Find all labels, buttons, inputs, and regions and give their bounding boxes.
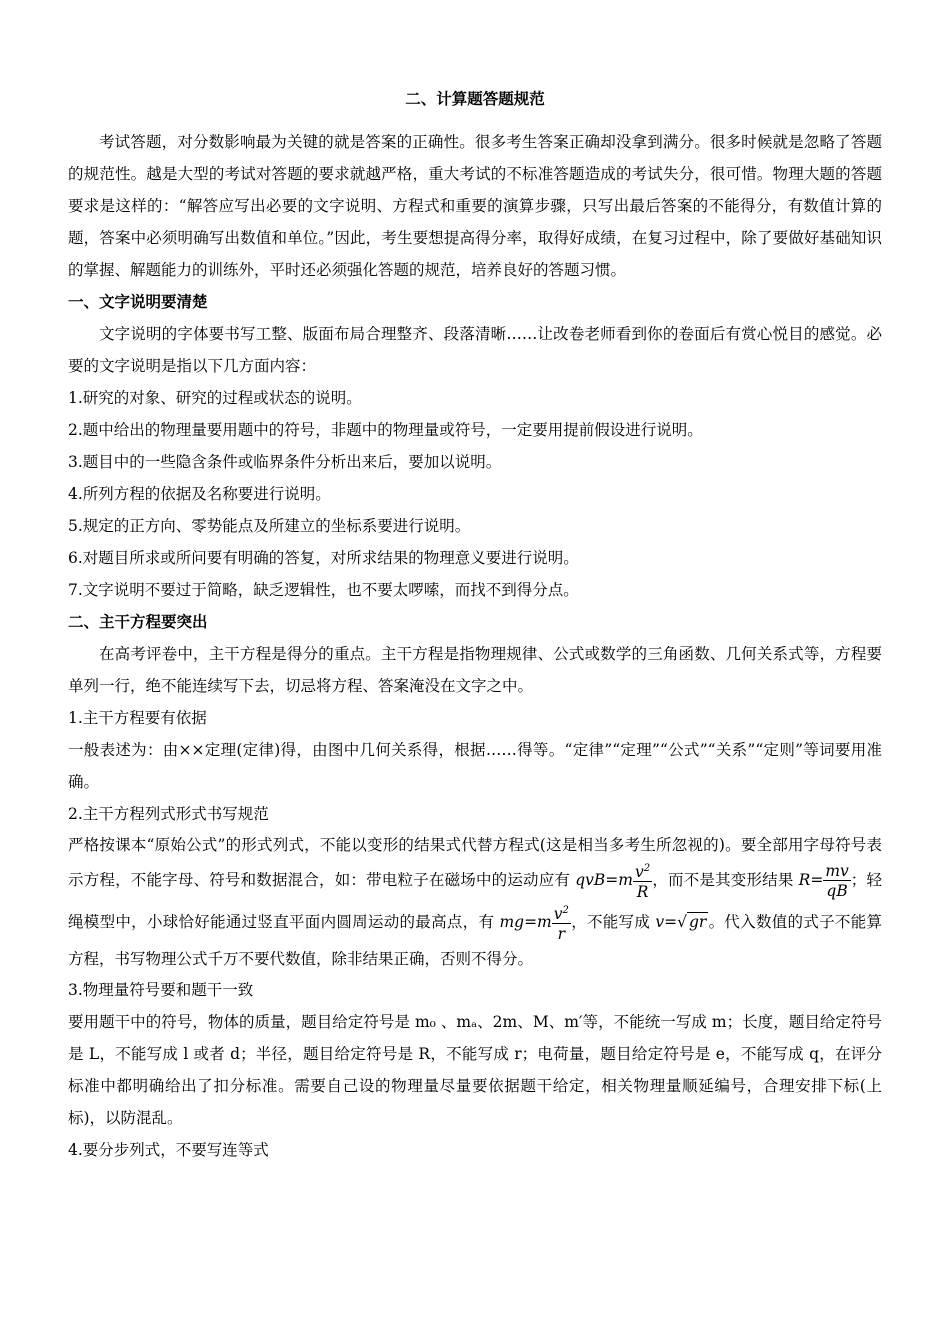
frac-numerator: mv (825, 861, 849, 880)
subsection2-text-c: ；轻绳模型中，小球恰好能通过竖直平面内圆周运动的最高点，有 (68, 871, 882, 932)
list-item: 6.对题目所求或所问要有明确的答复，对所求结果的物理意义要进行说明。 (68, 549, 579, 567)
subsection2-text-b: ，而不是其变形结果 (652, 871, 799, 890)
subsection2-text-d: ，不能写成 (570, 913, 656, 932)
subsection4-title: 4.要分步列式，不要写连等式 (68, 1141, 269, 1160)
subsection2-title: 2.主干方程列式形式书写规范 (68, 805, 269, 823)
exponent: 2 (562, 905, 569, 917)
subsection2-text (68, 830, 882, 974)
subsection3-text: 要用题干中的符号，物体的质量，题目给定符号是 m₀ 、mₐ、2m、M、m′等，不能统一写成 m；长度，题目给定符号是 L，不能写成 l 或者 d；半径，题目给定符号是 R，不能写成 r；电荷量，题目给定符号是 e，不能写成 q，在评分标准中都明确给出了扣分标准。需要自己设的物理量尽量要依据题干给定，相关物理量顺延编号，合理安排下标(上标)，以防混乱。 (68, 1013, 882, 1128)
equation-lorentz-fraction (633, 860, 652, 902)
section1-heading: 一、文字说明要清楚 (68, 293, 208, 311)
frac-denominator: R (636, 883, 649, 902)
list-item: 3.题目中的一些隐含条件或临界条件分析出来后，要加以说明。 (68, 453, 502, 471)
subsection3-title: 3.物理量符号要和题干一致 (68, 981, 254, 1000)
equation-radius-lhs: R= (798, 871, 824, 890)
frac-denominator: r (557, 925, 566, 944)
section2-heading: 二、主干方程要突出 (68, 613, 208, 631)
equation-velocity-radicand: gr (688, 913, 707, 932)
subsection1-text: 一般表述为：由××定理(定律)得，由图中几何关系得，根据……得等。“定律”“定理”“公式”“关系”“定则”等词要用准确。 (68, 741, 882, 791)
equation-radius-fraction (823, 862, 850, 901)
equation-velocity-lhs: v= (655, 913, 678, 932)
list-item: 4.所列方程的依据及名称要进行说明。 (68, 485, 331, 503)
section1-paragraph: 文字说明的字体要书写工整、版面布局合理整齐、段落清晰……让改卷老师看到你的卷面后有赏心悦目的感觉。必要的文字说明是指以下几方面内容： (68, 325, 882, 375)
equation-circular-lhs: mg=m (499, 913, 552, 932)
subsection2-text-a: 严格按课本“原始公式”的形式列式，不能以变形的结果式代替方程式(这是相当多考生所忽视的)。要全部用字母符号表示方程，不能字母、符号和数据混合，如：带电粒子在磁场中的运动应有 (68, 836, 882, 890)
equation-circular-fraction (552, 902, 571, 944)
section2-paragraph: 在高考评卷中，主干方程是得分的重点。主干方程是指物理规律、公式或数学的三角函数、几何关系式等，方程要单列一行，绝不能连续写下去，切忌将方程、答案淹没在文字之中。 (68, 645, 882, 695)
subsection2-text-e: 。代入数值的式子不能算方程，书写物理公式千万不要代数值，除非结果正确，否则不得分。 (68, 913, 882, 969)
document-page (68, 86, 882, 1166)
frac-numerator: v (553, 905, 563, 924)
frac-denominator: qB (826, 881, 848, 900)
frac-numerator: v (634, 863, 644, 882)
intro-paragraph: 考试答题，对分数影响最为关键的就是答案的正确性。很多考生答案正确却没拿到满分。很多时候就是忽略了答题的规范性。越是大型的考试对答题的要求就越严格，重大考试的不标准答题造成的考试失分，很可惜。物理大题的答题要求是这样的：“解答应写出必要的文字说明、方程式和重要的演算步骤，只写出最后答案的不能得分，有数值计算的题，答案中必须明确写出数值和单位。”因此，考生要想提高得分率，取得好成绩，在复习过程中，除了要做好基础知识的掌握、解题能力的训练外，平时还必须强化答题的规范，培养良好的答题习惯。 (68, 133, 882, 279)
list-item: 5.规定的正方向、零势能点及所建立的坐标系要进行说明。 (68, 517, 471, 535)
sqrt-sign: √ (677, 913, 687, 932)
equation-lorentz-lhs: qvB=m (575, 871, 633, 890)
exponent: 2 (643, 863, 651, 874)
list-item: 7.文字说明不要过于简略，缺乏逻辑性，也不要太啰嗦，而找不到得分点。 (68, 581, 579, 599)
list-item: 1.研究的对象、研究的过程或状态的说明。 (68, 389, 362, 407)
subsection1-title: 1.主干方程要有依据 (68, 709, 207, 727)
page-title: 二、计算题答题规范 (405, 90, 545, 108)
list-item: 2.题中给出的物理量要用题中的符号，非题中的物理量或符号，一定要用提前假设进行说明。 (68, 421, 703, 439)
